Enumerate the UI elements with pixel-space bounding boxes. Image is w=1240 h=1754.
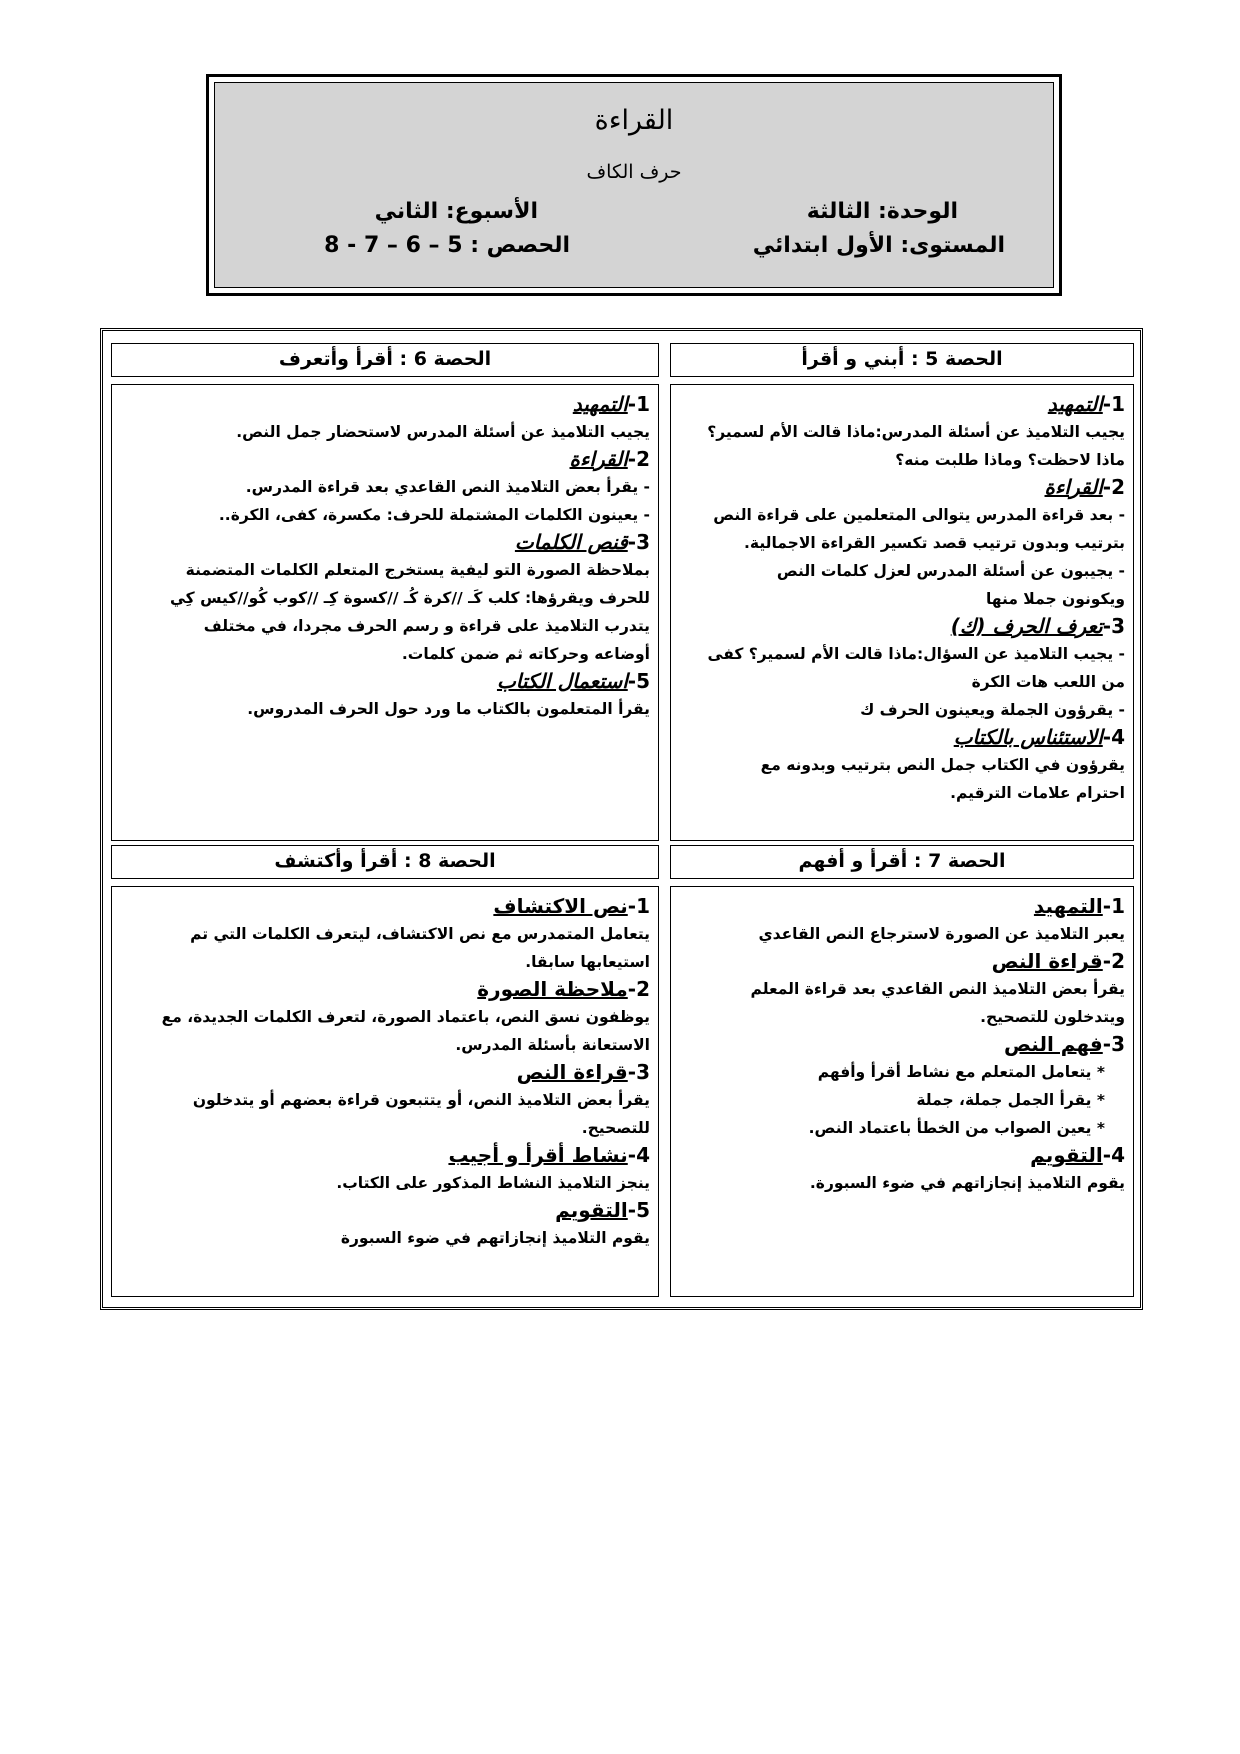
text-line: للحرف ويقرؤها: كلب كَـ //كرة كُـ //كسوة كِـ //كوب كُو//كيس كِي xyxy=(169,589,650,607)
text-line: * يعين الصواب من الخطأ باعتماد النص. xyxy=(808,1119,1105,1137)
unit-label: الوحدة: الثالثة xyxy=(806,199,958,224)
text-line: بترتيب وبدون ترتيب قصد تكسير القراءة الاجمالية. xyxy=(744,534,1125,552)
level-label: المستوى: الأول ابتدائي xyxy=(752,233,1005,258)
text-line: - بعد قراءة المدرس يتوالى المتعلمين على قراءة النص xyxy=(713,506,1125,524)
text-line: للتصحيح. xyxy=(581,1119,650,1137)
text-line: * يقرأ الجمل جملة، جملة xyxy=(916,1091,1105,1109)
session-5-title: الحصة 5 : أبني و أقرأ xyxy=(801,348,1003,370)
text-line: ماذا لاحظت؟ وماذا طلبت منه؟ xyxy=(895,451,1125,469)
section-heading: 1-التمهيد xyxy=(1047,392,1125,416)
page-title: القراءة xyxy=(594,105,674,136)
section-heading: 4-التقويم xyxy=(1030,1143,1125,1167)
text-line: يقرأ بعض التلاميذ النص، أو يتتبعون قراءة بعضهم أو يتدخلون xyxy=(192,1091,650,1109)
text-line: يقوم التلاميذ إنجازاتهم في ضوء السبورة xyxy=(340,1229,650,1247)
section-heading: 3-تعرف الحرف (ك) xyxy=(950,614,1125,638)
session-7-content xyxy=(670,886,1134,1297)
text-line: يعبر التلاميذ عن الصورة لاسترجاع النص القاعدي xyxy=(758,925,1125,943)
session-6-title-cell xyxy=(111,343,659,377)
text-line: - يقرؤون الجملة ويعينون الحرف ك xyxy=(860,701,1125,719)
section-heading: 5-استعمال الكتاب xyxy=(496,669,650,693)
text-line: يتعامل المتمدرس مع نص الاكتشاف، ليتعرف الكلمات التي تم xyxy=(190,925,650,943)
session-8-title: الحصة 8 : أقرأ وأكتشف xyxy=(274,850,496,872)
lesson-header xyxy=(206,74,1062,296)
text-line: يقرؤون في الكتاب جمل النص بترتيب وبدونه مع xyxy=(760,756,1125,774)
text-line: يتدرب التلاميذ على قراءة و رسم الحرف مجردا، في مختلف xyxy=(203,617,650,635)
text-line: يقرأ المتعلمون بالكتاب ما ورد حول الحرف المدروس. xyxy=(247,700,650,718)
text-line: يجيب التلاميذ عن أسئلة المدرس:ماذا قالت الأم لسمير؟ xyxy=(707,423,1125,441)
page-subtitle: حرف الكاف xyxy=(586,161,682,183)
section-heading: 2-ملاحظة الصورة xyxy=(477,977,650,1001)
session-8-title-cell xyxy=(111,845,659,879)
text-line: يقرأ بعض التلاميذ النص القاعدي بعد قراءة المعلم xyxy=(750,980,1125,998)
session-6-title: الحصة 6 : أقرأ وأتعرف xyxy=(278,348,492,370)
sessions-label: الحصص : 5 – 6 – 7 - 8 xyxy=(324,233,570,258)
section-heading: 4-نشاط أقرأ و أجيب xyxy=(448,1143,650,1167)
text-line: - يعينون الكلمات المشتملة للحرف: مكسرة، كفى، الكرة.. xyxy=(218,506,650,524)
session-6-content xyxy=(111,384,659,841)
text-line: يقوم التلاميذ إنجازاتهم في ضوء السبورة. xyxy=(809,1174,1125,1192)
section-heading: 2-القراءة xyxy=(1044,475,1125,499)
session-8-content xyxy=(111,886,659,1297)
session-7-title-cell xyxy=(670,845,1134,879)
text-line: ويكونون جملا منها xyxy=(985,590,1125,608)
section-heading: 4-الاستئناس بالكتاب xyxy=(953,725,1125,749)
text-line: استيعابها سابقا. xyxy=(525,953,650,971)
sessions-table xyxy=(100,328,1143,1310)
lesson-header-panel xyxy=(214,82,1054,288)
text-line: الاستعانة بأسئلة المدرس. xyxy=(455,1036,650,1054)
section-heading: 5-التقويم xyxy=(555,1198,650,1222)
text-line: * يتعامل المتعلم مع نشاط أقرأ وأفهم xyxy=(817,1063,1105,1081)
section-heading: 2-قراءة النص xyxy=(991,949,1125,973)
text-line: - يجيبون عن أسئلة المدرس لعزل كلمات النص xyxy=(776,562,1125,580)
text-line: - يقرأ بعض التلاميذ النص القاعدي بعد قراءة المدرس. xyxy=(245,478,650,496)
section-heading: 2-القراءة xyxy=(569,447,650,471)
section-heading: 3-قراءة النص xyxy=(516,1060,650,1084)
text-line: احترام علامات الترقيم. xyxy=(950,784,1125,802)
section-heading: 3-قنص الكلمات xyxy=(514,530,650,554)
session-5-content xyxy=(670,384,1134,841)
text-line: - يجيب التلاميذ عن السؤال:ماذا قالت الأم لسمير؟ كفى xyxy=(707,645,1125,663)
session-5-title-cell xyxy=(670,343,1134,377)
text-line: يجيب التلاميذ عن أسئلة المدرس لاستحضار جمل النص. xyxy=(236,423,650,441)
week-label: الأسبوع: الثاني xyxy=(374,199,538,224)
text-line: يوظفون نسق النص، باعتماد الصورة، لتعرف الكلمات الجديدة، مع xyxy=(161,1008,650,1026)
text-line: ينجز التلاميذ النشاط المذكور على الكتاب. xyxy=(336,1174,650,1192)
section-heading: 3-فهم النص xyxy=(1004,1032,1125,1056)
text-line: بملاحظة الصورة التو ليفية يستخرج المتعلم الكلمات المتضمنة xyxy=(185,561,650,579)
section-heading: 1-التمهيد xyxy=(572,392,650,416)
session-7-title: الحصة 7 : أقرأ و أفهم xyxy=(798,850,1006,872)
section-heading: 1-التمهيد xyxy=(1033,894,1125,918)
section-heading: 1-نص الاكتشاف xyxy=(493,894,650,918)
text-line: أوضاعه وحركاته ثم ضمن كلمات. xyxy=(401,645,650,663)
text-line: من اللعب هات الكرة xyxy=(971,673,1125,691)
text-line: ويتدخلون للتصحيح. xyxy=(980,1008,1125,1026)
